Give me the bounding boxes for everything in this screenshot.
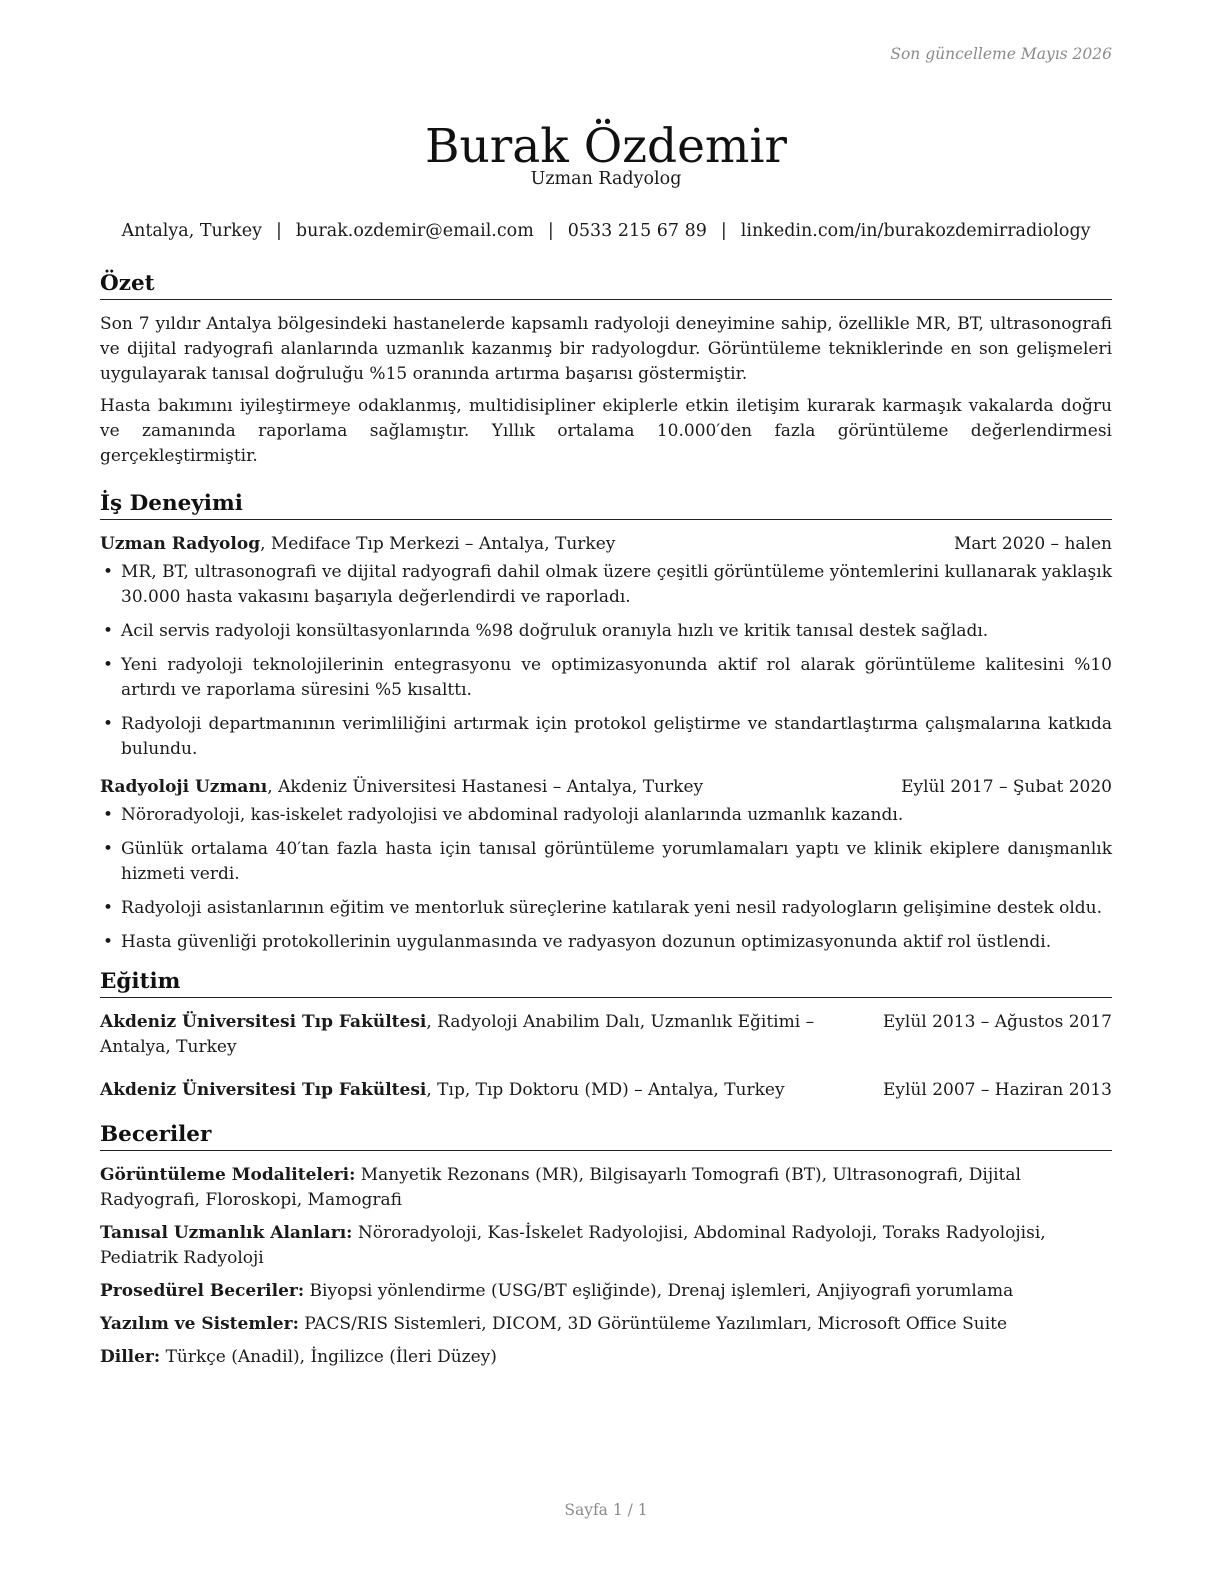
skill-value: Manyetik Rezonans (MR), Bilgisayarlı Tomografi (BT), Ultrasonografi, Dijital Radyografi, Floroskopi, Mamografi bbox=[100, 1165, 1021, 1210]
list-item bbox=[100, 712, 1112, 762]
skill-item bbox=[100, 1163, 1112, 1213]
bullet-icon: • bbox=[103, 714, 114, 734]
page-number: Sayfa 1 / 1 bbox=[564, 1501, 648, 1519]
contact-separator: | bbox=[547, 221, 554, 241]
summary-section bbox=[100, 270, 1112, 469]
skill-value: Biyopsi yönlendirme (USG/BT eşliğinde), Drenaj işlemleri, Anjiyografi yorumlama bbox=[304, 1281, 1014, 1301]
skill-item bbox=[100, 1279, 1112, 1304]
job-entry bbox=[100, 532, 1112, 762]
skill-label: Tanısal Uzmanlık Alanları: bbox=[100, 1223, 353, 1243]
experience-section bbox=[100, 490, 1112, 955]
bullet-text: Acil servis radyoloji konsültasyonlarında %98 doğruluk oranıyla hızlı ve kritik tanısal destek sağladı. bbox=[121, 621, 989, 641]
job-role: Radyoloji Uzmanı bbox=[100, 777, 268, 797]
bullet-text: MR, BT, ultrasonografi ve dijital radyografi dahil olmak üzere çeşitli görüntüleme yöntemlerini kullanarak yaklaşık 30.000 hasta vakasını başarıyla değerlendirdi ve raporladı. bbox=[121, 562, 1112, 607]
section-heading-experience: İş Deneyimi bbox=[100, 490, 1112, 520]
bullet-text: Radyoloji asistanlarının eğitim ve mentorluk süreçlerine katılarak yeni nesil radyologların gelişimine destek oldu. bbox=[121, 898, 1103, 918]
job-header bbox=[100, 532, 1112, 557]
bullet-icon: • bbox=[103, 562, 114, 582]
education-detail: , Tıp, Tıp Doktoru (MD) – Antalya, Turkey bbox=[426, 1080, 785, 1100]
resume-page bbox=[100, 0, 1112, 1584]
list-item bbox=[100, 653, 1112, 703]
list-item bbox=[100, 837, 1112, 887]
education-detail: , Radyoloji Anabilim Dalı, Uzmanlık Eğitimi – Antalya, Turkey bbox=[100, 1012, 815, 1057]
list-item bbox=[100, 803, 1112, 828]
skill-value: Nöroradyoloji, Kas-İskelet Radyolojisi, Abdominal Radyoloji, Toraks Radyolojisi, Pediatrik Radyoloji bbox=[100, 1223, 1046, 1268]
list-item bbox=[100, 560, 1112, 610]
skill-item bbox=[100, 1221, 1112, 1271]
bullet-icon: • bbox=[103, 621, 114, 641]
job-dates: Eylül 2017 – Şubat 2020 bbox=[901, 777, 1112, 797]
education-school: Akdeniz Üniversitesi Tıp Fakültesi bbox=[100, 1012, 427, 1032]
education-line bbox=[100, 1078, 1112, 1103]
skill-label: Diller: bbox=[100, 1347, 161, 1367]
contact-email[interactable]: burak.ozdemir@email.com bbox=[295, 221, 534, 241]
bullet-icon: • bbox=[103, 805, 114, 825]
section-heading-skills: Beceriler bbox=[100, 1121, 1112, 1151]
contact-separator: | bbox=[276, 221, 282, 241]
education-dates: Eylül 2007 – Haziran 2013 bbox=[882, 1080, 1112, 1100]
education-dates: Eylül 2013 – Ağustos 2017 bbox=[882, 1012, 1112, 1032]
skill-label: Görüntüleme Modaliteleri: bbox=[100, 1165, 356, 1185]
job-org: , Akdeniz Üniversitesi Hastanesi – Antalya, Turkey bbox=[267, 777, 704, 797]
summary-paragraph: Son 7 yıldır Antalya bölgesindeki hastanelerde kapsamlı radyoloji deneyimine sahip, özellikle MR, BT, ultrasonografi ve dijital radyografi alanlarında uzmanlık kazanmış bir radyologdur. Görüntüleme tekniklerinde en son gelişmeleri uygulayarak tanısal doğruluğu %15 oranında artırma başarısı göstermiştir. bbox=[100, 314, 1112, 384]
bullet-text: Hasta güvenliği protokollerinin uygulanmasında ve radyasyon dozunun optimizasyonunda aktif rol üstlendi. bbox=[121, 932, 1052, 952]
job-entry bbox=[100, 775, 1112, 955]
list-item bbox=[100, 619, 1112, 644]
last-updated: Son güncelleme Mayıs 2026 bbox=[890, 45, 1112, 63]
resume-content bbox=[100, 270, 1112, 1378]
skill-label: Yazılım ve Sistemler: bbox=[100, 1314, 299, 1334]
contact-phone: 0533 215 67 89 bbox=[567, 221, 707, 241]
contact-separator: | bbox=[720, 221, 727, 241]
contact-line bbox=[100, 219, 1112, 243]
bullet-icon: • bbox=[103, 898, 114, 918]
education-entry bbox=[100, 1010, 1112, 1060]
skill-value: Türkçe (Anadil), İngilizce (İleri Düzey) bbox=[160, 1347, 497, 1367]
section-heading-education: Eğitim bbox=[100, 968, 1112, 998]
job-bullets bbox=[100, 560, 1112, 762]
bullet-icon: • bbox=[103, 655, 114, 675]
list-item bbox=[100, 896, 1112, 921]
job-dates: Mart 2020 – halen bbox=[953, 534, 1112, 554]
candidate-title: Uzman Radyolog bbox=[530, 169, 682, 189]
job-bullets bbox=[100, 803, 1112, 955]
skill-item bbox=[100, 1312, 1112, 1337]
education-school: Akdeniz Üniversitesi Tıp Fakültesi bbox=[100, 1080, 427, 1100]
skill-item bbox=[100, 1345, 1112, 1370]
bullet-icon: • bbox=[103, 932, 114, 952]
summary-paragraph: Hasta bakımını iyileştirmeye odaklanmış, multidisipliner ekiplerle etkin iletişim kurarak karmaşık vakalarda doğru ve zamanında raporlama sağlamıştır. Yıllık ortalama 10.000′den fazla görüntüleme değerlendirmesi gerçekleştirmiştir. bbox=[100, 396, 1112, 466]
list-item bbox=[100, 930, 1112, 955]
job-role: Uzman Radyolog bbox=[100, 534, 261, 554]
bullet-icon: • bbox=[103, 839, 114, 859]
candidate-name: Burak Özdemir bbox=[425, 119, 787, 175]
contact-location: Antalya, Turkey bbox=[121, 221, 263, 241]
education-line bbox=[100, 1010, 1112, 1060]
education-section bbox=[100, 968, 1112, 1103]
skill-value: PACS/RIS Sistemleri, DICOM, 3D Görüntüleme Yazılımları, Microsoft Office Suite bbox=[298, 1314, 1008, 1334]
skills-section bbox=[100, 1121, 1112, 1370]
bullet-text: Nöroradyoloji, kas-iskelet radyolojisi ve abdominal radyoloji alanlarında uzmanlık kazandı. bbox=[121, 805, 904, 825]
contact-linkedin[interactable]: linkedin.com/in/burakozdemirradiology bbox=[740, 221, 1091, 241]
skill-label: Prosedürel Beceriler: bbox=[100, 1281, 305, 1301]
bullet-text: Günlük ortalama 40′tan fazla hasta için tanısal görüntüleme yorumlamaları yaptı ve klinik ekiplere danışmanlık hizmeti verdi. bbox=[121, 839, 1112, 884]
section-heading-summary: Özet bbox=[100, 270, 1112, 300]
bullet-text: Yeni radyoloji teknolojilerinin entegrasyonu ve optimizasyonunda aktif rol alarak görüntüleme kalitesini %10 artırdı ve raporlama süresini %5 kısalttı. bbox=[121, 655, 1112, 700]
job-header bbox=[100, 775, 1112, 800]
education-entry bbox=[100, 1078, 1112, 1103]
bullet-text: Radyoloji departmanının verimliliğini artırmak için protokol geliştirme ve standartlaştırma çalışmalarına katkıda bulundu. bbox=[121, 714, 1112, 759]
job-org: , Mediface Tıp Merkezi – Antalya, Turkey bbox=[260, 534, 616, 554]
